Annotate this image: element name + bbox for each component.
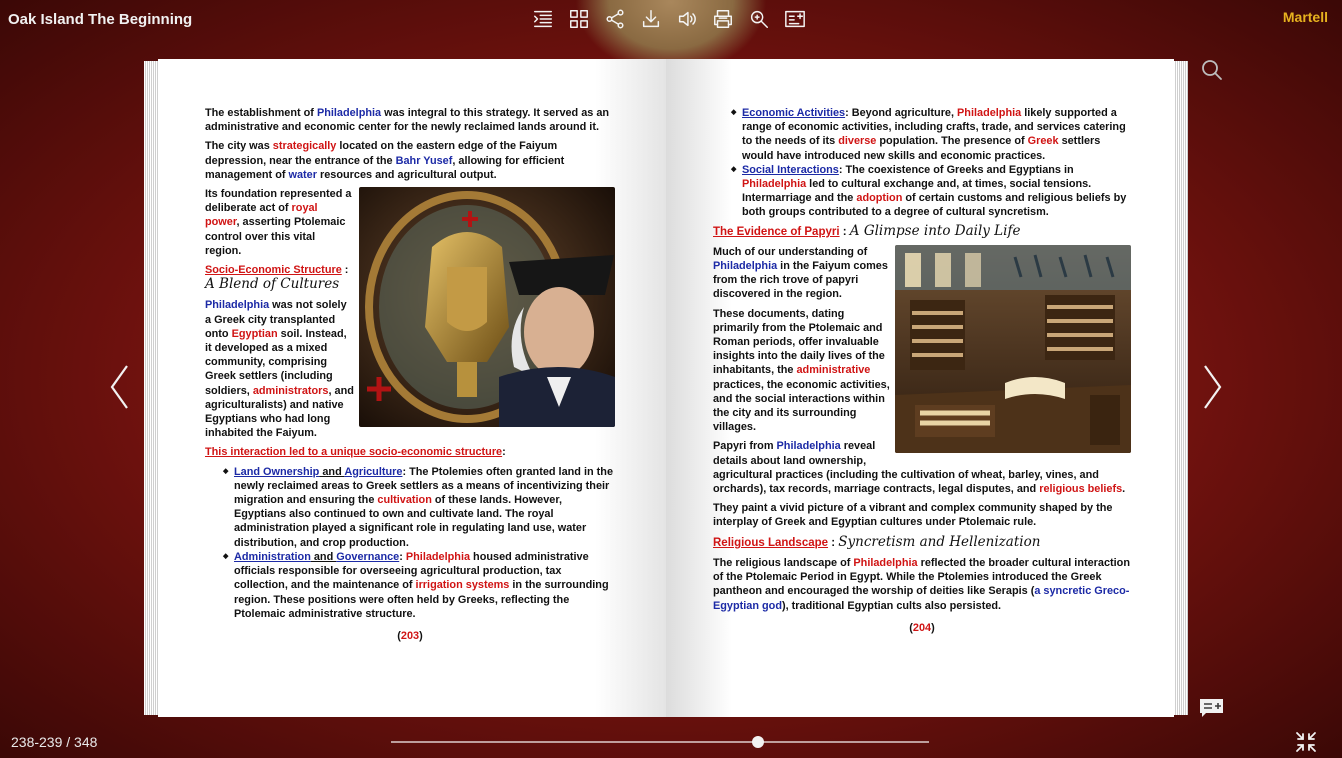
list-item: ◆ Administration and Governance: Philadelphia housed administrative officials responsible for overseeing agricultural production, tax collection, and the maintenance of irrigation systems in the surrounding region. These positions were often held by Greeks, reflecting the Ptolemaic administrative structure. — [205, 550, 615, 621]
list-item: ◆ Economic Activities: Beyond agriculture, Philadelphia likely supported a range of economic activities, including crafts, trade, and services catering to the needs of its diverse population. The presence of Greek settlers would have introduced new skills and economic practices. — [713, 106, 1131, 163]
next-page-arrow-icon[interactable] — [1199, 362, 1225, 412]
brand-logo: Martell — [1282, 9, 1328, 25]
paragraph: The religious landscape of Philadelphia reflected the broader cultural interaction of the Ptolemaic Period in Egypt. While the Ptolemies introduced the Greek pantheon and encouraged the worship of deities like Serapis (a syncretic Greco-Egyptian god), traditional Egyptian cults also persisted. — [713, 556, 1130, 612]
bullet-list — [713, 106, 1131, 220]
list-item: ◆ Social Interactions: The coexistence of Greeks and Egyptians in Philadelphia led to cultural exchange and, at times, social tensions. Intermarriage and the adoption of certain customs and religious beliefs by both groups contributed to a degree of cultural syncretism. — [713, 163, 1131, 220]
share-icon[interactable] — [600, 6, 629, 32]
download-icon[interactable] — [636, 6, 665, 32]
search-icon[interactable] — [1200, 58, 1224, 87]
ancient-papyri-library-image — [895, 245, 1131, 453]
page-number: (203) — [397, 629, 423, 642]
page-slider-track[interactable] — [391, 741, 929, 743]
paragraph: Much of our understanding of Philadelphia in the Faiyum comes from the rich trove of papyri discovered in the region. — [713, 245, 888, 301]
paragraph: The city was strategically located on the eastern edge of the Faiyum depression, near the entrance of the Bahr Yusef, allowing for efficient management of water resources and agricultural output. — [205, 140, 565, 181]
paragraph: This interaction led to a unique socio-economic structure: — [205, 446, 506, 459]
book-spread[interactable] — [144, 59, 1188, 717]
section-heading: Socio-Economic Structure : A Blend of Cultures — [205, 264, 349, 293]
bullet-list — [205, 465, 615, 621]
paragraph: Its foundation represented a deliberate act of royal power, asserting Ptolemaic control over this vital region. — [205, 188, 352, 257]
list-item: ◆ Land Ownership and Agriculture: The Ptolemies often granted land in the newly reclaimed areas to Greek settlers as a means of incentivizing their migration and ensuring the cultivation of these lands. However, Egyptians also continued to own and cultivate land. The royal administration played a significant role in regulating land use, water distribution, and crop production. — [205, 465, 615, 550]
section-heading: The Evidence of Papyri : A Glimpse into Daily Life — [713, 222, 1021, 239]
page-number: (204) — [909, 621, 935, 634]
previous-page-arrow-icon[interactable] — [107, 362, 133, 412]
sound-icon[interactable] — [672, 6, 701, 32]
paragraph: Papyri from Philadelphia reveal details about land ownership, agricultural practices (including the cultivation of wheat, barley, vines, and orchards), tax records, marriage contracts, legal disputes, and religious beliefs. — [713, 440, 1126, 496]
exit-fullscreen-icon[interactable] — [1294, 730, 1318, 754]
table-of-contents-icon[interactable] — [528, 6, 557, 32]
paragraph: They paint a vivid picture of a vibrant and complex community shaped by the interplay of Greek and Egyptian cultures under Ptolemaic rule. — [713, 502, 1113, 529]
paragraph: The establishment of Philadelphia was integral to this strategy. It served as an administrative and economic center for the newly reclaimed lands around it. — [205, 107, 610, 134]
thumbnails-icon[interactable] — [564, 6, 593, 32]
print-icon[interactable] — [708, 6, 737, 32]
app-title: Oak Island The Beginning — [8, 11, 193, 28]
paragraph: These documents, dating primarily from the Ptolemaic and Roman periods, offer invaluable insights into the daily lives of the inhabitants, the administrative practices, the economic activities, and the social interactions within the city and its surrounding villages. — [713, 307, 890, 434]
right-page[interactable] — [666, 59, 1174, 717]
notes-icon[interactable] — [1199, 698, 1224, 718]
toolbar — [528, 6, 809, 32]
left-page[interactable] — [158, 59, 666, 717]
right-page-edge — [1172, 61, 1188, 715]
section-heading: Religious Landscape : Syncretism and Hellenization — [713, 533, 1041, 550]
paragraph: Philadelphia was not solely a Greek city transplanted onto Egyptian soil. Instead, it developed as a mixed community, comprising Greek settlers (including soldiers, administrators, and agriculturalists) and native Egyptians who had long inhabited the Faiyum. — [205, 299, 354, 440]
page-indicator: 238-239 / 348 — [11, 734, 98, 750]
bookmark-add-icon[interactable] — [780, 6, 809, 32]
zoom-icon[interactable] — [744, 6, 773, 32]
pharaoh-and-george-washington-image — [359, 187, 615, 427]
page-slider-handle[interactable] — [752, 736, 764, 748]
